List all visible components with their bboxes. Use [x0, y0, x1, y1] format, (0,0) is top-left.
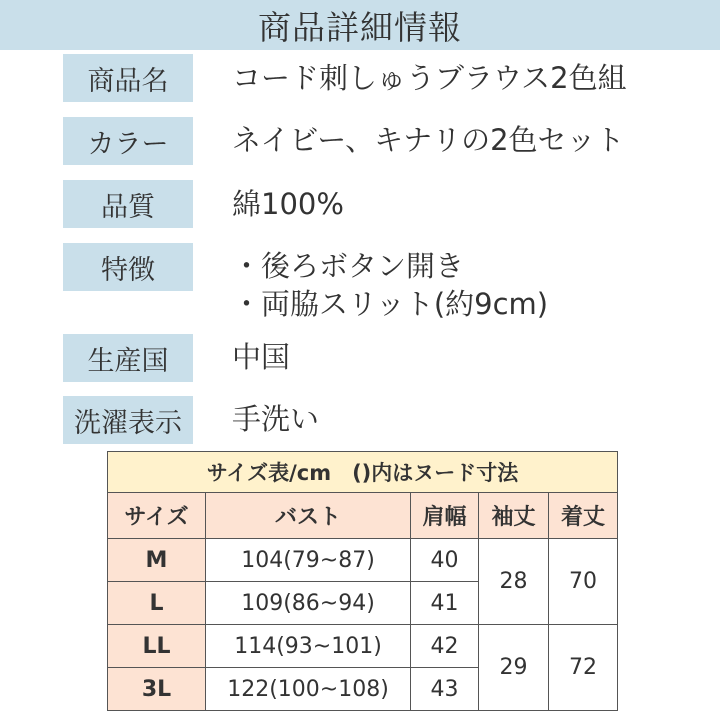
feature-item: ・後ろボタン開き	[232, 249, 465, 283]
value-features	[232, 247, 548, 323]
page-title: 商品詳細情報	[0, 0, 720, 50]
header-shoulder: 肩幅	[411, 493, 479, 539]
bust-cell: 122(100~108)	[206, 668, 411, 711]
sleeve-cell: 28	[479, 539, 549, 625]
size-table-caption: サイズ表/cm ()内はヌード寸法	[108, 452, 618, 493]
size-cell: 3L	[108, 668, 206, 711]
value-origin: 中国	[232, 340, 291, 374]
shoulder-cell: 40	[411, 539, 479, 582]
label-quality: 品質	[63, 180, 193, 228]
header-bust: バスト	[206, 493, 411, 539]
label-origin: 生産国	[63, 334, 193, 382]
size-table	[107, 451, 618, 711]
value-quality: 綿100%	[232, 187, 344, 221]
value-product-name: コード刺しゅうブラウス2色組	[232, 61, 627, 95]
value-care: 手洗い	[232, 402, 320, 436]
label-color: カラー	[63, 117, 193, 165]
size-cell: M	[108, 539, 206, 582]
label-care: 洗濯表示	[63, 396, 193, 444]
bust-cell: 114(93~101)	[206, 625, 411, 668]
header-length: 着丈	[549, 493, 618, 539]
label-product-name: 商品名	[63, 54, 193, 102]
sleeve-cell: 29	[479, 625, 549, 711]
bust-cell: 104(79~87)	[206, 539, 411, 582]
size-cell: LL	[108, 625, 206, 668]
length-cell: 72	[549, 625, 618, 711]
value-color: ネイビー、キナリの2色セット	[232, 123, 625, 157]
size-cell: L	[108, 582, 206, 625]
label-features: 特徴	[63, 243, 193, 291]
length-cell: 70	[549, 539, 618, 625]
shoulder-cell: 43	[411, 668, 479, 711]
header-sleeve: 袖丈	[479, 493, 549, 539]
header-size: サイズ	[108, 493, 206, 539]
feature-item: ・両脇スリット(約9cm)	[232, 287, 549, 321]
shoulder-cell: 41	[411, 582, 479, 625]
bust-cell: 109(86~94)	[206, 582, 411, 625]
shoulder-cell: 42	[411, 625, 479, 668]
